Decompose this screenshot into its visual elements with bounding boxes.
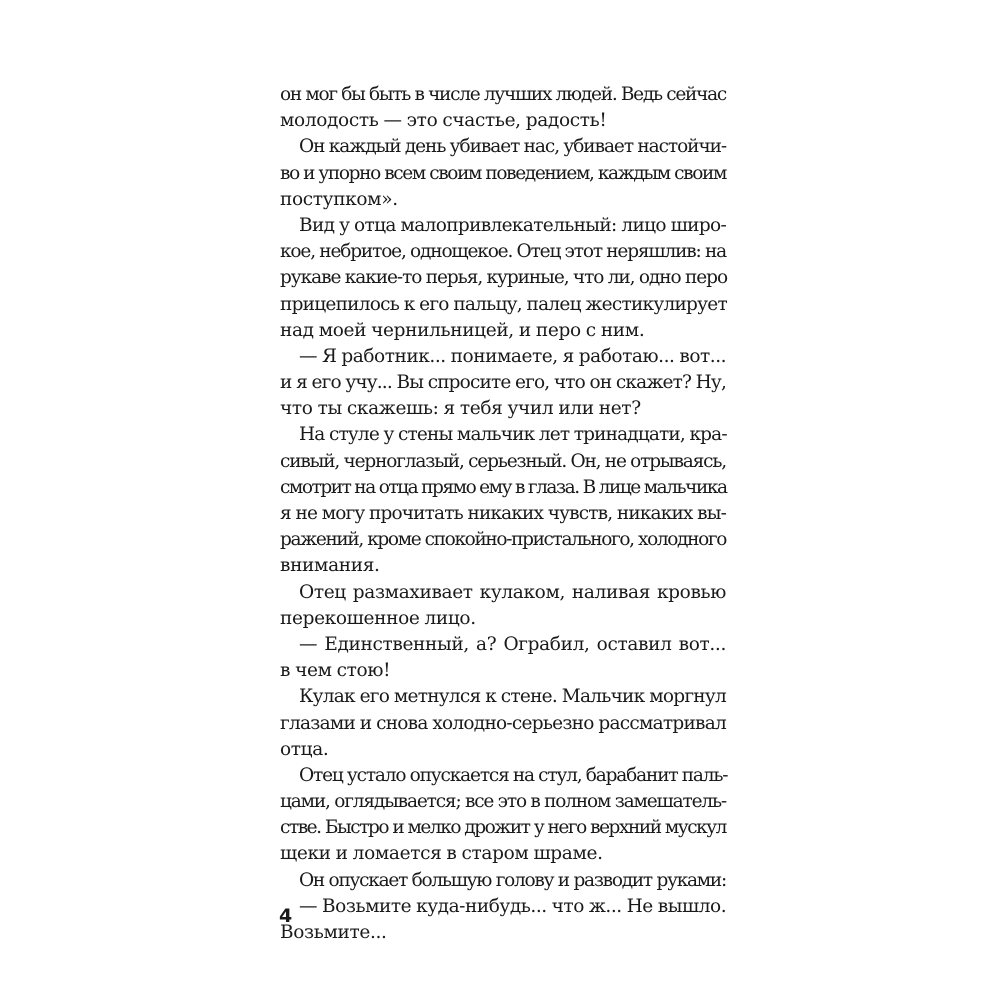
text-line: ражений, кроме спокойно-пристального, холодного: [280, 529, 726, 551]
text-line: Отец размахивает кулаком, наливая кровью: [299, 581, 726, 603]
text-line: я не могу прочитать никаких чувств, никаких вы-: [280, 503, 726, 524]
text-line: Вид у отца малопривлекательный: лицо широ-: [299, 214, 727, 236]
text-line: Он опускает большую голову и разводит руками:: [299, 869, 726, 891]
text-line: в чем стою!: [280, 660, 391, 682]
text-line: стве. Быстро и мелко дрожит у него верхний мускул: [280, 817, 726, 839]
text-line: — Возьмите куда-нибудь... что ж... Не вышло.: [299, 895, 727, 917]
page-number: 4: [279, 905, 293, 927]
text-line: рукаве какие-то перья, куриные, что ли, одно перо: [280, 267, 728, 289]
text-line: глазами и снова холодно-серьезно рассматривал: [280, 712, 726, 734]
text-line: — Единственный, а? Ограбил, оставил вот...: [299, 633, 726, 655]
text-line: молодость — это счастье, радость!: [280, 110, 607, 132]
text-line: внимания.: [280, 555, 380, 577]
text-line: и я его учу... Вы спросите его, что он скажет? Ну,: [280, 372, 726, 394]
text-line: Отец устало опускается на стул, барабанит паль-: [299, 764, 728, 786]
text-line: отца.: [280, 738, 329, 760]
text-line: смотрит на отца прямо ему в глаза. В лице мальчика: [280, 476, 727, 498]
text-line: прицепилось к его пальцу, палец жестикулирует: [280, 293, 727, 315]
text-line: Он каждый день убивает нас, убивает настойчи-: [299, 136, 727, 158]
text-line: перекошенное лицо.: [280, 607, 476, 629]
text-line: поступком».: [280, 188, 398, 210]
text-line: Кулак его метнулся к стене. Мальчик моргнул: [299, 686, 726, 708]
text-line: сивый, черноглазый, серьезный. Он, не отрываясь,: [280, 450, 726, 472]
text-line: во и упорно всем своим поведением, каждым своим: [280, 162, 726, 184]
text-line: кое, небритое, однощекое. Отец этот неряшлив: на: [280, 241, 726, 263]
text-line: На стуле у стены мальчик лет тринадцати, кра-: [299, 424, 727, 446]
page-text-block: [280, 82, 726, 942]
text-line: цами, оглядывается; все это в полном замешатель-: [280, 791, 726, 813]
text-line: Возьмите...: [280, 922, 387, 943]
text-line: над моей чернильницей, и перо с ним.: [280, 319, 645, 341]
text-line: щеки и ломается в старом шраме.: [280, 843, 603, 865]
text-line: что ты скажешь: я тебя учил или нет?: [280, 398, 641, 420]
text-line: он мог бы быть в числе лучших людей. Ведь сейчас: [280, 84, 726, 105]
text-line: — Я работник... понимаете, я работаю... вот...: [299, 345, 727, 367]
